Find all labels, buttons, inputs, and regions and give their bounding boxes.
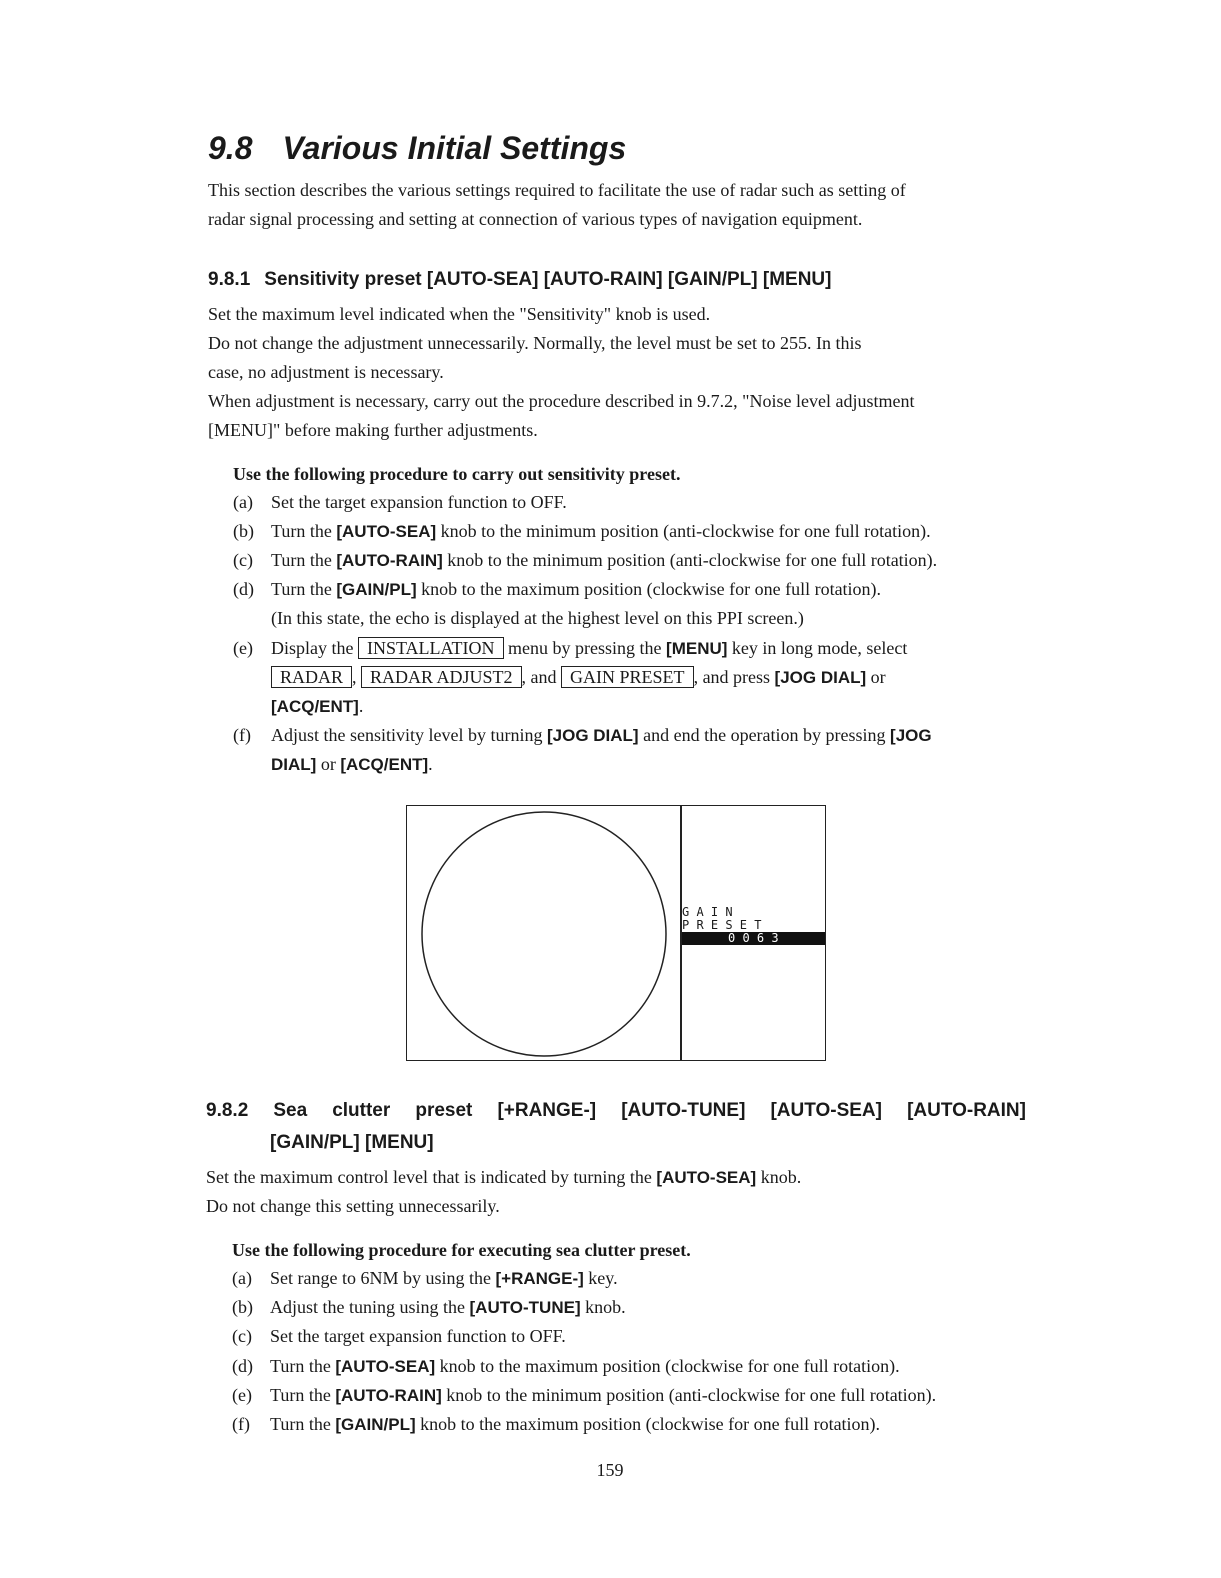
menu-box-radar: RADAR	[271, 666, 352, 688]
radar-screen-figure	[406, 805, 826, 1061]
list-item: (b) Adjust the tuning using the [AUTO-TUNE] knob.	[232, 1297, 626, 1317]
gain-preset-panel	[682, 906, 825, 945]
list-item-cont: RADAR , RADAR ADJUST2 , and GAIN PRESET , and press [JOG DIAL] or	[271, 663, 886, 692]
list-item: (d) Turn the [GAIN/PL] knob to the maximum position (clockwise for one full rotation).	[233, 579, 882, 599]
subsection-heading-982: 9.8.2 Sea clutter preset [+RANGE-] [AUTO-TUNE] [AUTO-SEA] [AUTO-RAIN]	[206, 1100, 1026, 1121]
list-item: (b) Turn the [AUTO-SEA] knob to the minimum position (anti-clockwise for one full rotation).	[233, 521, 931, 541]
list-item: (d) Turn the [AUTO-SEA] knob to the maximum position (clockwise for one full rotation).	[232, 1356, 900, 1376]
list-item-note: (In this state, the echo is displayed at the highest level on this PPI screen.)	[271, 608, 804, 628]
subsection-heading-981: 9.8.1 Sensitivity preset [AUTO-SEA] [AUTO-RAIN] [GAIN/PL] [MENU]	[208, 269, 832, 290]
list-item: (e) Display the INSTALLATION menu by pressing the [MENU] key in long mode, select	[233, 638, 908, 658]
list-item: (e) Turn the [AUTO-RAIN] knob to the minimum position (anti-clockwise for one full rotation).	[232, 1385, 937, 1405]
list-item: (f) Turn the [GAIN/PL] knob to the maximum position (clockwise for one full rotation).	[232, 1414, 881, 1434]
list-item: (a) Set the target expansion function to OFF.	[233, 492, 567, 512]
ppi-circle-icon	[407, 806, 681, 1060]
list-item: (c) Set the target expansion function to OFF.	[232, 1326, 566, 1346]
list-item: (f) Adjust the sensitivity level by turning [JOG DIAL] and end the operation by pressing [JOG	[233, 725, 932, 745]
procedure-title-2: Use the following procedure for executing sea clutter preset.	[232, 1240, 691, 1260]
gain-preset-value: 0 0 6 3	[682, 932, 825, 945]
section-title	[208, 130, 626, 167]
list-item: (a) Set range to 6NM by using the [+RANGE-] key.	[232, 1268, 618, 1288]
section-number: 9.8	[208, 130, 253, 166]
list-item: (c) Turn the [AUTO-RAIN] knob to the minimum position (anti-clockwise for one full rotation).	[233, 550, 938, 570]
list-item-cont: DIAL] or [ACQ/ENT].	[271, 754, 433, 774]
section-intro: This section describes the various settings required to facilitate the use of radar such as setting of radar signal processing and setting at connection of various types of navigation equipment.	[208, 180, 906, 229]
section-title-text: Various Initial Settings	[282, 130, 627, 166]
sub2-body: Set the maximum control level that is indicated by turning the [AUTO-SEA] knob. Do not change this setting unnecessarily.	[206, 1167, 802, 1216]
page-number: 159	[596, 1460, 624, 1480]
menu-box-radar-adjust2: RADAR ADJUST2	[361, 666, 522, 688]
sub1-body: Set the maximum level indicated when the "Sensitivity" knob is used. Do not change the adjustment unnecessarily. Normally, the level must be set to 255. In this case, no adjustment is necessary. When adjustment is necessary, carry out the procedure described in 9.7.2, "Noise level adjustment [MENU]" before making further adjustments.	[208, 304, 915, 440]
menu-box-installation: INSTALLATION	[358, 637, 504, 659]
list-item-cont: [ACQ/ENT].	[271, 696, 364, 716]
procedure-title-1: Use the following procedure to carry out sensitivity preset.	[233, 464, 681, 484]
subsection-heading-982-line2: [GAIN/PL] [MENU]	[270, 1132, 434, 1153]
menu-label-preset: P R E S E T	[682, 918, 762, 932]
menu-label-gain: G A I N	[682, 905, 733, 919]
menu-box-gain-preset: GAIN PRESET	[561, 666, 694, 688]
